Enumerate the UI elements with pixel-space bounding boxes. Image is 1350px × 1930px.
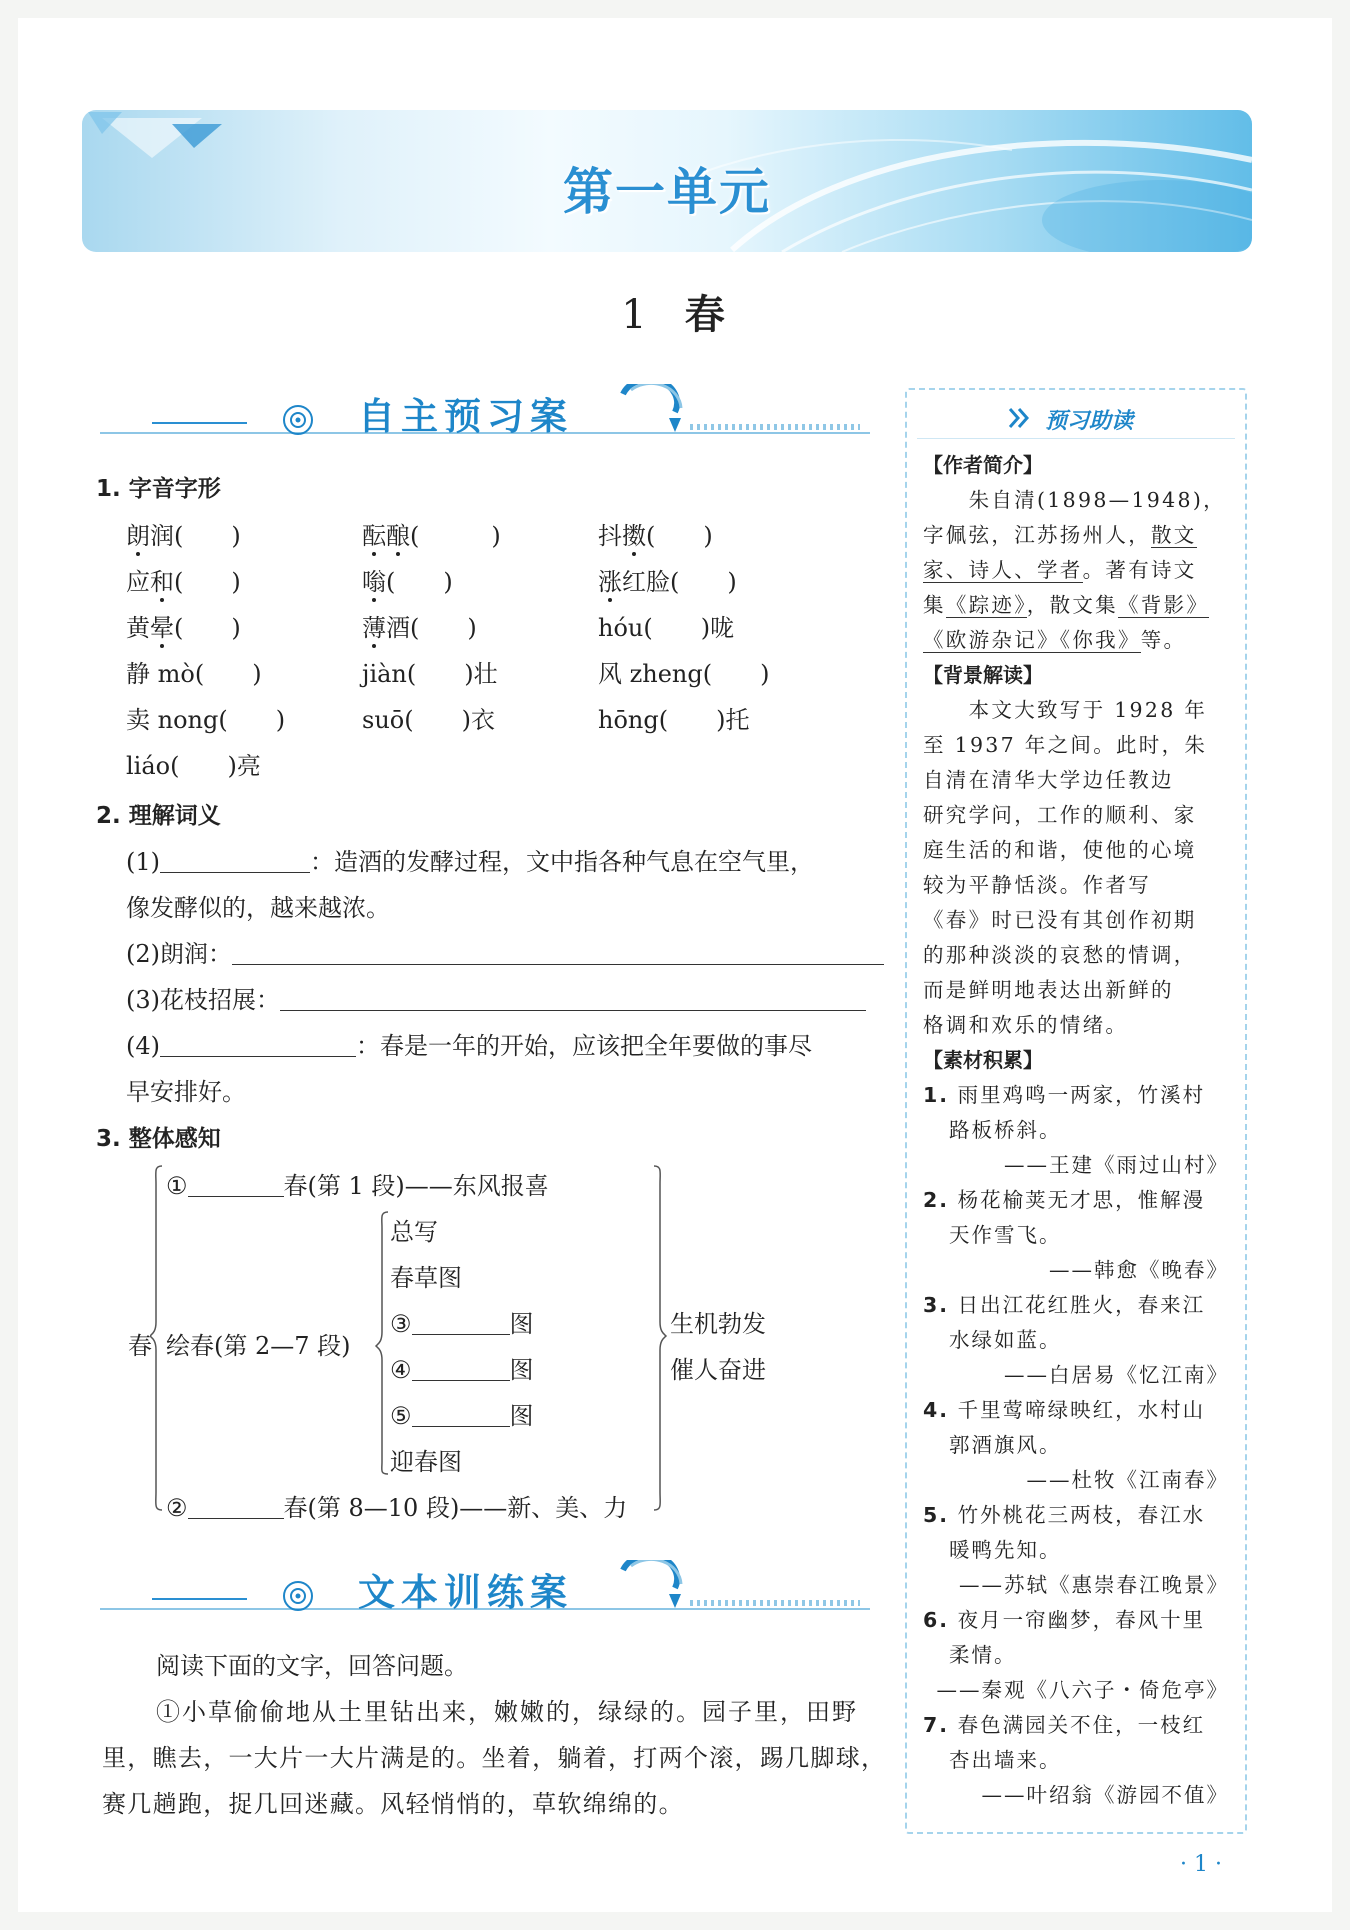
answer-blank[interactable] xyxy=(160,1056,356,1057)
section-header-training xyxy=(100,1560,870,1616)
poem-item: 2. 杨花榆荚无才思，惟解漫 天作雪飞。 ——韩愈《晚春》 xyxy=(923,1188,1229,1282)
lesson-name: 春 xyxy=(684,291,729,338)
background-intro: 【背景解读】 本文大致写于 1928 年 至 1937 年之间。此时，朱 自清在清华大学边任教边 研究学问，工作的顺利、家 庭生活的和谐，使他的心境 较为平静恬淡。作者写 《春》时已没有其创作初期 的那种淡淡的哀愁的情调， 而是鲜明地表达出新鲜的 格调和欢乐的情绪。 xyxy=(923,663,1208,1037)
swirl-icon xyxy=(615,1560,685,1612)
definition-item-3: (3)花枝招展： xyxy=(126,980,866,1015)
definition-item-4: (4) ：春是一年的开始，应该把全年要做的事尽 xyxy=(126,1032,812,1060)
lesson-title xyxy=(0,283,1350,340)
diagram-sub-item: ④ 图 xyxy=(390,1356,534,1384)
author-intro: 【作者简介】 朱自清(1898—1948)， 字佩弦，江苏扬州人，散文 家、诗人、学者。著有诗文 集《踪迹》，散文集《背影》 《欧游杂记》《你我》等。 xyxy=(923,453,1226,652)
definition-item-4-cont: 早安排好。 xyxy=(126,1078,246,1106)
pinyin-item: hóu( )咙 xyxy=(598,614,735,642)
answer-blank[interactable] xyxy=(188,1518,284,1519)
answer-blank[interactable] xyxy=(232,964,884,965)
definition-item-1: (1) ：造酒的发酵过程，文中指各种气息在空气里， xyxy=(126,848,814,876)
answer-blank[interactable] xyxy=(280,1010,866,1011)
pinyin-item: 薄酒( ) xyxy=(362,614,477,642)
lesson-number: 1 xyxy=(621,292,651,338)
reading-line: 里，瞧去，一大片一大片满是的。坐着，躺着，打两个滚，踢几脚球， xyxy=(102,1744,887,1772)
header-accent-bar xyxy=(152,422,247,424)
diagram-sub-item: ⑤ 图 xyxy=(390,1402,534,1430)
diagram-sub-item: 春草图 xyxy=(390,1264,462,1292)
pinyin-item: 朗润( ) xyxy=(126,522,241,550)
definition-item-1-cont: 像发酵似的，越来越浓。 xyxy=(126,894,390,922)
question-3-title: 3. 整体感知 xyxy=(96,1126,221,1152)
reading-line: 赛几趟跑，捉几回迷藏。风轻悄悄的，草软绵绵的。 xyxy=(102,1790,684,1818)
answer-blank[interactable] xyxy=(412,1334,510,1335)
answer-blank[interactable] xyxy=(412,1380,510,1381)
sidebar-rule xyxy=(917,438,1235,439)
pinyin-item: 嗡( ) xyxy=(362,568,453,596)
poem-item: 5. 竹外桃花三两枝，春江水 暖鸭先知。 ——苏轼《惠崇春江晚景》 xyxy=(923,1503,1229,1597)
section-title: 自主预习案 xyxy=(358,394,573,438)
poem-item: 7. 春色满园关不住，一枝红 杏出墙来。 ——叶绍翁《游园不值》 xyxy=(923,1713,1229,1807)
pinyin-item: 卖 nong( ) xyxy=(126,706,286,734)
answer-blank[interactable] xyxy=(160,872,310,873)
pinyin-item: liáo( )亮 xyxy=(126,752,261,780)
poem-item: 4. 千里莺啼绿映红，水村山 郭酒旗风。 ——杜牧《江南春》 xyxy=(923,1398,1229,1492)
preview-guide-sidebar xyxy=(905,388,1247,1834)
poem-item: 1. 雨里鸡鸣一两家，竹溪村 路板桥斜。 ——王建《雨过山村》 xyxy=(923,1083,1229,1177)
target-icon xyxy=(280,1578,316,1614)
section-title: 文本训练案 xyxy=(358,1570,573,1614)
header-dots xyxy=(690,424,860,430)
swirl-icon xyxy=(615,384,685,436)
unit-banner xyxy=(82,110,1252,252)
reading-line: ①小草偷偷地从土里钻出来，嫩嫩的，绿绿的。园子里，田野 xyxy=(156,1698,858,1726)
pinyin-item: 涨红脸( ) xyxy=(598,568,737,596)
diagram-root: 春 xyxy=(128,1332,152,1360)
pinyin-item: 应和( ) xyxy=(126,568,241,596)
header-dots xyxy=(690,1600,860,1606)
target-icon xyxy=(280,402,316,438)
poem-item: 6. 夜月一帘幽梦，春风十里 柔情。 ——秦观《八六子・倚危亭》 xyxy=(923,1608,1229,1702)
unit-title: 第一单元 xyxy=(563,163,771,221)
sidebar-title: 预习助读 xyxy=(1044,409,1133,434)
definition-item-2: (2)朗润： xyxy=(126,934,884,969)
question-2-title: 2. 理解词义 xyxy=(96,803,221,829)
diagram-branch-1: ① 春(第 1 段)——东风报喜 xyxy=(166,1172,549,1200)
question-1-title: 1. 字音字形 xyxy=(96,476,221,502)
diagram-sub-item: ③ 图 xyxy=(390,1310,534,1338)
material-header: 【素材积累】 xyxy=(923,1048,1043,1072)
reading-intro: 阅读下面的文字，回答问题。 xyxy=(156,1652,468,1680)
diagram-branch-2: 绘春(第 2—7 段) xyxy=(166,1332,351,1360)
pinyin-item: 抖擞( ) xyxy=(598,522,713,550)
diagram-summary-2: 催人奋进 xyxy=(670,1356,766,1384)
answer-blank[interactable] xyxy=(412,1426,510,1427)
diagram-summary-1: 生机勃发 xyxy=(670,1310,766,1338)
pinyin-item: 风 zheng( ) xyxy=(598,660,770,688)
diagram-sub-item: 迎春图 xyxy=(390,1448,462,1476)
page-number: · 1 · xyxy=(1180,1852,1222,1877)
pinyin-item: hōng( )托 xyxy=(598,706,750,734)
header-accent-bar xyxy=(152,1598,247,1600)
pinyin-item: 酝酿( ) xyxy=(362,522,501,550)
diagram-branch-3: ② 春(第 8—10 段)——新、美、力 xyxy=(166,1494,628,1522)
pinyin-item: jiàn( )壮 xyxy=(362,660,498,688)
pinyin-item: 静 mò( ) xyxy=(126,660,262,688)
poem-item: 3. 日出江花红胜火，春来江 水绿如蓝。 ——白居易《忆江南》 xyxy=(923,1293,1229,1387)
diagram-sub-item: 总写 xyxy=(390,1218,438,1246)
pinyin-item: 黄晕( ) xyxy=(126,614,241,642)
poem-list xyxy=(923,1078,1233,1813)
section-header-preview xyxy=(100,384,870,440)
answer-blank[interactable] xyxy=(188,1196,284,1197)
pinyin-item: suō( )衣 xyxy=(362,706,495,734)
